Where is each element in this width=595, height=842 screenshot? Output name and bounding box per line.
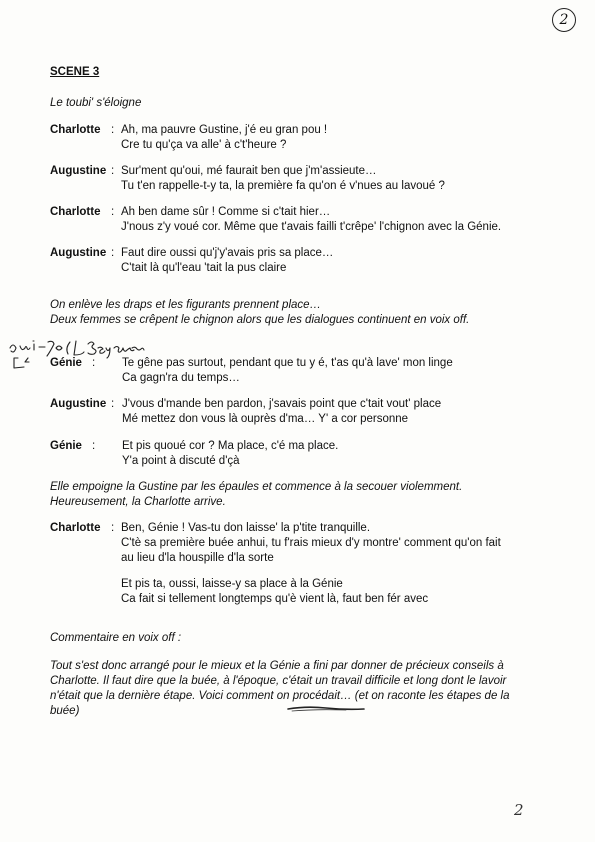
speech-line: C'tè sa première buée anhui, tu f'rais mieux d'y montre' comment qu'on fait (121, 537, 501, 549)
speech-lines (121, 164, 445, 194)
opening-stage-direction: Le toubi' s'éloigne (50, 97, 142, 109)
speech-line: au lieu d'la houspille d'la sorte (121, 552, 274, 564)
speech-line: Mé mettez don vous là ouprès d'ma… Y' a cor personne (122, 413, 409, 425)
stage-direction-line: Deux femmes se crêpent le chignon alors que les dialogues continuent en voix off. (50, 314, 470, 326)
scene-heading: SCENE 3 (50, 66, 100, 78)
speech-paragraph (121, 521, 501, 566)
commentary-line: Tout s'est donc arrangé pour le mieux et la Génie a fini par donner de précieux conseils à (50, 660, 504, 672)
speech-line: Ca gagn'ra du temps… (122, 372, 240, 384)
speech-line: Et pis ta, oussi, laisse-y sa place à la Génie (121, 578, 343, 590)
speech-line: Ah, ma pauvre Gustine, j'é eu gran pou ! (121, 124, 328, 136)
speech-line: Cre tu qu'ça va alle' à c't'heure ? (121, 139, 287, 151)
speaker-label: Augustine (50, 247, 107, 259)
hand-underline-mark (286, 705, 366, 713)
speaker-colon: : (92, 440, 96, 452)
speech-line: Ca fait si tellement longtemps qu'è vient là, faut ben fér avec (121, 593, 429, 605)
stage-direction-line: Heureusement, la Charlotte arrive. (50, 496, 226, 508)
commentary-heading: Commentaire en voix off : (50, 632, 182, 644)
speaker-label: Génie (50, 357, 82, 369)
speech-lines (122, 356, 453, 386)
speaker-label: Charlotte (50, 522, 101, 534)
commentary-line: Charlotte. Il faut dire que la buée, à l'époque, c'était un travail difficile et long dont le lavoir (50, 675, 507, 687)
speech-line: Ah ben dame sûr ! Comme si c'tait hier… (121, 206, 331, 218)
speech-line: C'tait là qu'l'eau 'tait la pus claire (121, 262, 287, 274)
stage-direction (50, 480, 462, 510)
speaker-colon: : (111, 206, 115, 218)
speech-line: J'nous z'y voué cor. Même que t'avais failli t'crêpe' l'chignon avec la Génie. (121, 221, 502, 233)
speech-lines (122, 397, 441, 427)
commentary-line: n'était que la dernière étape. Voici comment on procédait… (et on raconte les étapes de la (50, 690, 510, 702)
speech-line: Tu t'en rappelle-t-y ta, la première fa qu'on é v'nues au lavoué ? (121, 180, 445, 192)
speaker-colon: : (111, 165, 115, 177)
stage-direction-line: Elle empoigne la Gustine par les épaules et commence à la secouer violemment. (50, 481, 463, 493)
speech-line: Y'a point à discuté d'çà (122, 455, 240, 467)
speaker-colon: : (111, 247, 115, 259)
speaker-colon: : (92, 357, 96, 369)
speaker-label: Charlotte (50, 124, 101, 136)
speaker-label: Génie (50, 440, 82, 452)
speech-lines (121, 123, 327, 153)
commentary-line: buée) (50, 705, 80, 717)
speaker-colon: : (111, 124, 115, 136)
speech-line: Sur'ment qu'oui, mé faurait ben que j'm'assieute… (121, 165, 377, 177)
speech-line: Ben, Génie ! Vas-tu don laisse' la p'tite tranquille. (121, 522, 371, 534)
speech-lines (121, 246, 333, 276)
speech-line: Faut dire oussi qu'j'y'avais pris sa place… (121, 247, 334, 259)
speech-lines (122, 439, 338, 469)
speech-line: J'vous d'mande ben pardon, j'savais point que c'tait vout' place (122, 398, 442, 410)
speech-line: Te gêne pas surtout, pendant que tu y é, t'as qu'à lave' mon linge (122, 357, 453, 369)
speaker-label: Charlotte (50, 206, 101, 218)
speech-line: Et pis quoué cor ? Ma place, c'é ma place. (122, 440, 339, 452)
speaker-colon: : (111, 398, 115, 410)
stage-direction (50, 298, 469, 328)
speech-lines (121, 205, 501, 235)
stage-direction-line: On enlève les draps et les figurants prennent place… (50, 299, 322, 311)
handwritten-page-number: 2 (514, 801, 524, 819)
speaker-label: Augustine (50, 398, 107, 410)
circled-page-number: 2 (552, 8, 576, 32)
speaker-label: Augustine (50, 165, 107, 177)
speaker-colon: : (111, 522, 115, 534)
speech-paragraph (121, 577, 428, 607)
